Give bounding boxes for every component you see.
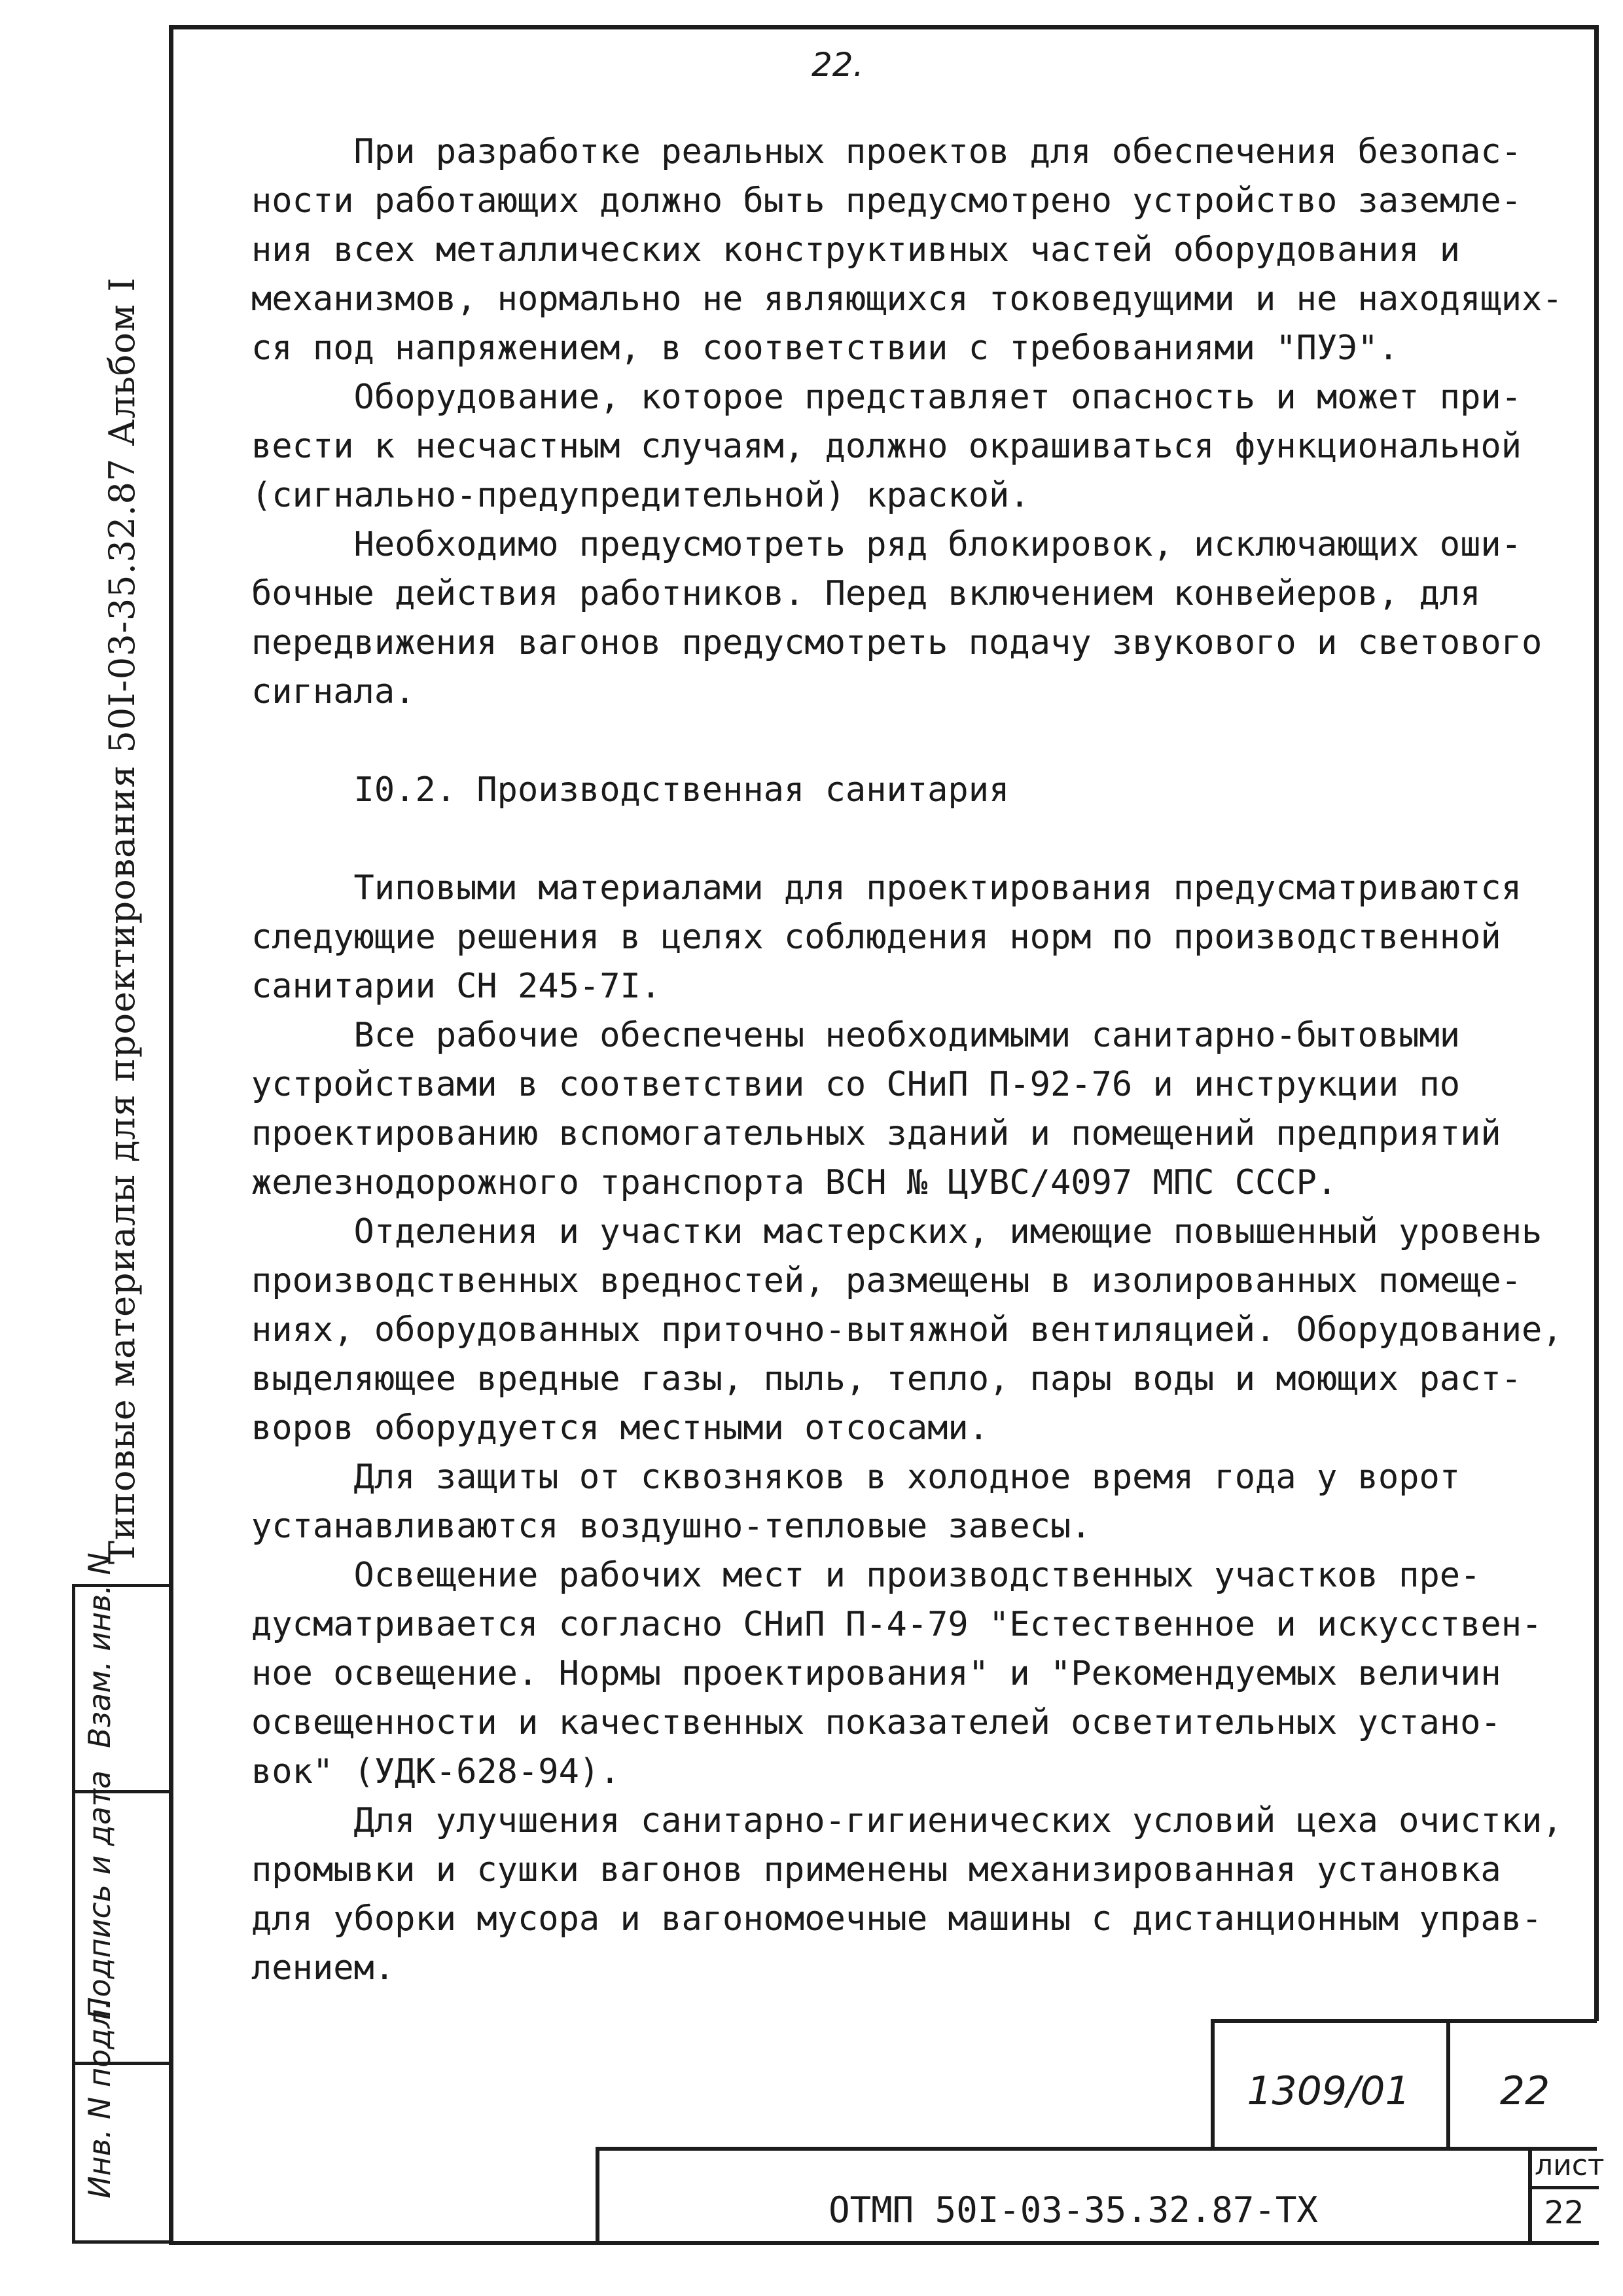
text-line: вок" (УДК-628-94). (251, 1752, 620, 1791)
text-line: Все рабочие обеспечены необходимыми санитарно-бытовыми (251, 1016, 1461, 1055)
sheet-label: лист (1535, 2149, 1605, 2182)
text-line: лением. (251, 1948, 395, 1988)
text-line: Типовыми материалами для проектирования предусматриваются (251, 869, 1522, 908)
text-line: ности работающих должно быть предусмотрено устройство заземле- (251, 181, 1522, 221)
text-line: Необходимо предусмотреть ряд блокировок, исключающих оши- (251, 525, 1522, 564)
text-line: воров оборудуется местными отсосами. (251, 1408, 990, 1448)
section-heading: I0.2. Производственная санитария (251, 770, 1010, 810)
text-line: передвижения вагонов предусмотреть подачу звукового и светового (251, 623, 1543, 662)
side-box-original-inv (72, 2000, 170, 2244)
text-line: следующие решения в целях соблюдения норм по производственной (251, 918, 1501, 957)
text-line: (сигнально-предупредительной) краской. (251, 476, 1030, 515)
text-line: Для улучшения санитарно-гигиенических условий цеха очистки, (251, 1801, 1563, 1840)
text-line: Для защиты от сквозняков в холодное время года у ворот (251, 1458, 1461, 1497)
page-number: 22. (812, 46, 864, 84)
text-line: вести к несчастным случаям, должно окрашиваться функциональной (251, 427, 1522, 466)
text-line: механизмов, нормально не являющихся токоведущими и не находящих- (251, 279, 1563, 319)
side-box-label: Инв. N подл. (82, 2000, 117, 2198)
text-line: Освещение рабочих мест и производственных участков пре- (251, 1556, 1481, 1595)
text-line: освещенности и качественных показателей осветительных устано- (251, 1703, 1501, 1742)
side-title: Типовые материалы для проектирования 50I-03-35.32.87 Альбом I (101, 277, 143, 1564)
text-line: производственных вредностей, размещены в изолированных помеще- (251, 1261, 1522, 1300)
text-line: ниях, оборудованных приточно-вытяжной вентиляцией. Оборудование, (251, 1310, 1563, 1350)
text-line: санитарии СН 245-7I. (251, 967, 662, 1006)
frame-top-border (169, 25, 1599, 29)
frame-right-border (1594, 25, 1599, 2021)
text-line: ное освещение. Нормы проектирования" и "Рекомендуемых величин (251, 1654, 1501, 1693)
text-line: Отделения и участки мастерских, имеющие повышенный уровень (251, 1212, 1543, 1251)
document-body (251, 128, 1563, 1993)
text-line: промывки и сушки вагонов применены механизированная установка (251, 1850, 1501, 1890)
side-box-label: Подпись и дата (82, 1770, 117, 2020)
text-line: дусматривается согласно СНиП П-4-79 "Естественное и искусствен- (251, 1605, 1543, 1644)
text-line: проектированию вспомогательных зданий и помещений предприятий (251, 1114, 1501, 1153)
text-line: Оборудование, которое представляет опасность и может при- (251, 378, 1522, 417)
side-box-replaced-inv (72, 1552, 170, 1793)
stamp-number: 22 (1499, 2068, 1550, 2114)
text-line: ся под напряжением, в соответствии с требованиями "ПУЭ". (251, 329, 1399, 368)
text-line: бочные действия работников. Перед включением конвейеров, для (251, 574, 1481, 613)
text-line: выделяющее вредные газы, пыль, тепло, пары воды и моющих раст- (251, 1359, 1522, 1399)
side-box-label: Взам. инв. N (82, 1552, 117, 1748)
stamp-document-code: ОТМП 50I-03-35.32.87-ТХ (829, 2189, 1318, 2231)
sheet-cell-split (1528, 2186, 1599, 2189)
sheet-cell-divider (1528, 2147, 1532, 2245)
text-line: ния всех металлических конструктивных частей оборудования и (251, 230, 1461, 270)
text-line: устанавливаются воздушно-тепловые завесы. (251, 1507, 1092, 1546)
text-line: устройствами в соответствии со СНиП П-92-76 и инструкции по (251, 1065, 1461, 1104)
text-line: При разработке реальных проектов для обеспечения безопас- (251, 132, 1522, 171)
text-line: железнодорожного транспорта ВСН № ЦУВС/4097 МПС СССР. (251, 1163, 1338, 1202)
sheet-number: 22 (1544, 2195, 1584, 2231)
stamp-code: 1309/01 (1247, 2068, 1410, 2114)
text-line: для уборки мусора и вагономоечные машины с дистанционным управ- (251, 1899, 1543, 1939)
stamp-upper-divider (1446, 2019, 1450, 2150)
text-line: сигнала. (251, 672, 416, 711)
